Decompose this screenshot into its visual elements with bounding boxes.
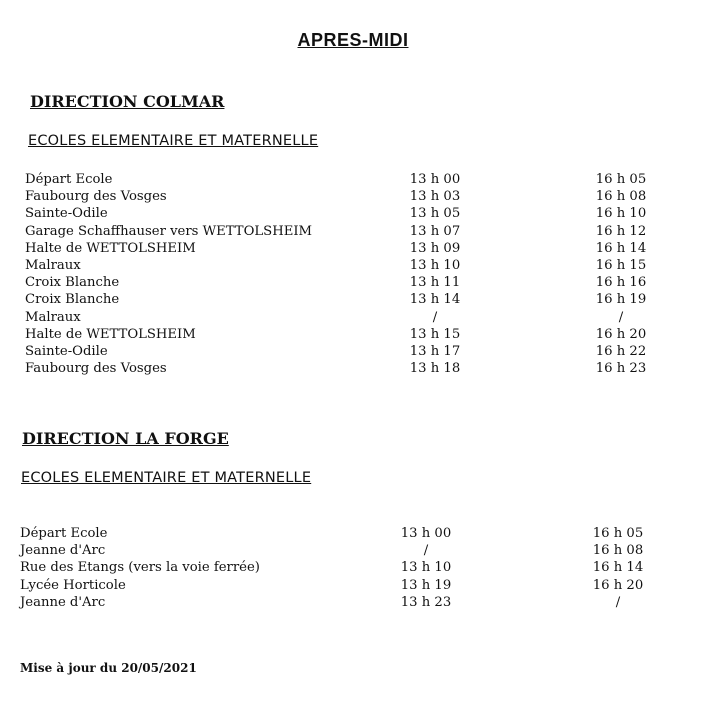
time-1: 13 h 17 xyxy=(409,343,461,359)
table-row xyxy=(25,188,685,205)
stop-name: Sainte-Odile xyxy=(25,343,108,359)
time-2: 16 h 08 xyxy=(595,189,647,205)
table-row xyxy=(25,205,685,222)
colmar-subtitle: ECOLES ELEMENTAIRE ET MATERNELLE xyxy=(28,133,319,149)
page-title: APRES-MIDI xyxy=(297,30,409,50)
stop-name: Jeanne d'Arc xyxy=(20,543,106,559)
table-row xyxy=(20,577,680,594)
time-2: 16 h 14 xyxy=(592,560,644,576)
table-row xyxy=(25,257,685,274)
stop-name: Halte de WETTOLSHEIM xyxy=(25,240,196,256)
time-2: / xyxy=(618,309,624,325)
table-row xyxy=(25,171,685,188)
stop-name: Croix Blanche xyxy=(25,292,120,308)
direction-la-forge-heading: DIRECTION LA FORGE xyxy=(22,429,229,448)
table-row xyxy=(20,525,680,542)
time-2: 16 h 22 xyxy=(595,343,647,359)
table-row xyxy=(25,343,685,360)
time-1: / xyxy=(423,543,429,559)
stop-name: Garage Schaffhauser vers WETTOLSHEIM xyxy=(25,223,313,239)
time-1: 13 h 15 xyxy=(409,326,461,342)
la-forge-timetable xyxy=(20,525,680,611)
table-row xyxy=(20,559,680,576)
time-1: 13 h 18 xyxy=(409,361,461,377)
time-1: 13 h 09 xyxy=(409,240,461,256)
stop-name: Halte de WETTOLSHEIM xyxy=(25,326,196,342)
time-2: 16 h 05 xyxy=(592,526,644,541)
time-2: 16 h 20 xyxy=(592,577,644,593)
table-row xyxy=(25,291,685,308)
stop-name: Rue des Etangs (vers la voie ferrée) xyxy=(20,560,260,576)
time-1: 13 h 11 xyxy=(409,275,461,291)
update-date-note: Mise à jour du 20/05/2021 xyxy=(20,661,197,675)
time-2: 16 h 10 xyxy=(595,206,647,222)
table-row xyxy=(25,360,685,377)
time-1: 13 h 00 xyxy=(400,526,452,541)
time-2: 16 h 19 xyxy=(595,292,647,308)
time-2: 16 h 05 xyxy=(595,172,647,187)
table-row xyxy=(20,542,680,559)
time-2: 16 h 15 xyxy=(595,257,647,273)
table-row xyxy=(25,274,685,291)
table-row xyxy=(20,594,680,611)
time-1: 13 h 07 xyxy=(409,223,461,239)
time-1: 13 h 19 xyxy=(400,577,452,593)
colmar-timetable xyxy=(25,171,685,377)
time-1: 13 h 00 xyxy=(409,172,461,187)
time-1: 13 h 10 xyxy=(409,257,461,273)
time-1: 13 h 23 xyxy=(400,594,452,610)
la-forge-subtitle: ECOLES ELEMENTAIRE ET MATERNELLE xyxy=(21,470,312,486)
time-2: 16 h 16 xyxy=(595,275,647,291)
time-2: 16 h 14 xyxy=(595,240,647,256)
stop-name: Faubourg des Vosges xyxy=(25,189,167,205)
time-1: 13 h 14 xyxy=(409,292,461,308)
table-row xyxy=(25,240,685,257)
time-2: 16 h 12 xyxy=(595,223,647,239)
table-row xyxy=(25,309,685,326)
time-1: / xyxy=(432,309,438,325)
stop-name: Jeanne d'Arc xyxy=(20,594,106,610)
stop-name: Malraux xyxy=(25,309,81,325)
stop-name: Départ Ecole xyxy=(20,526,108,541)
direction-colmar-heading: DIRECTION COLMAR xyxy=(30,92,225,111)
time-2: 16 h 23 xyxy=(595,361,647,377)
time-2: / xyxy=(615,594,621,610)
time-1: 13 h 05 xyxy=(409,206,461,222)
time-1: 13 h 10 xyxy=(400,560,452,576)
table-row xyxy=(25,223,685,240)
stop-name: Sainte-Odile xyxy=(25,206,108,222)
stop-name: Faubourg des Vosges xyxy=(25,361,167,377)
time-2: 16 h 08 xyxy=(592,543,644,559)
stop-name: Lycée Horticole xyxy=(20,577,126,593)
stop-name: Croix Blanche xyxy=(25,275,120,291)
time-1: 13 h 03 xyxy=(409,189,461,205)
table-row xyxy=(25,326,685,343)
stop-name: Malraux xyxy=(25,257,81,273)
time-2: 16 h 20 xyxy=(595,326,647,342)
stop-name: Départ Ecole xyxy=(25,172,113,187)
